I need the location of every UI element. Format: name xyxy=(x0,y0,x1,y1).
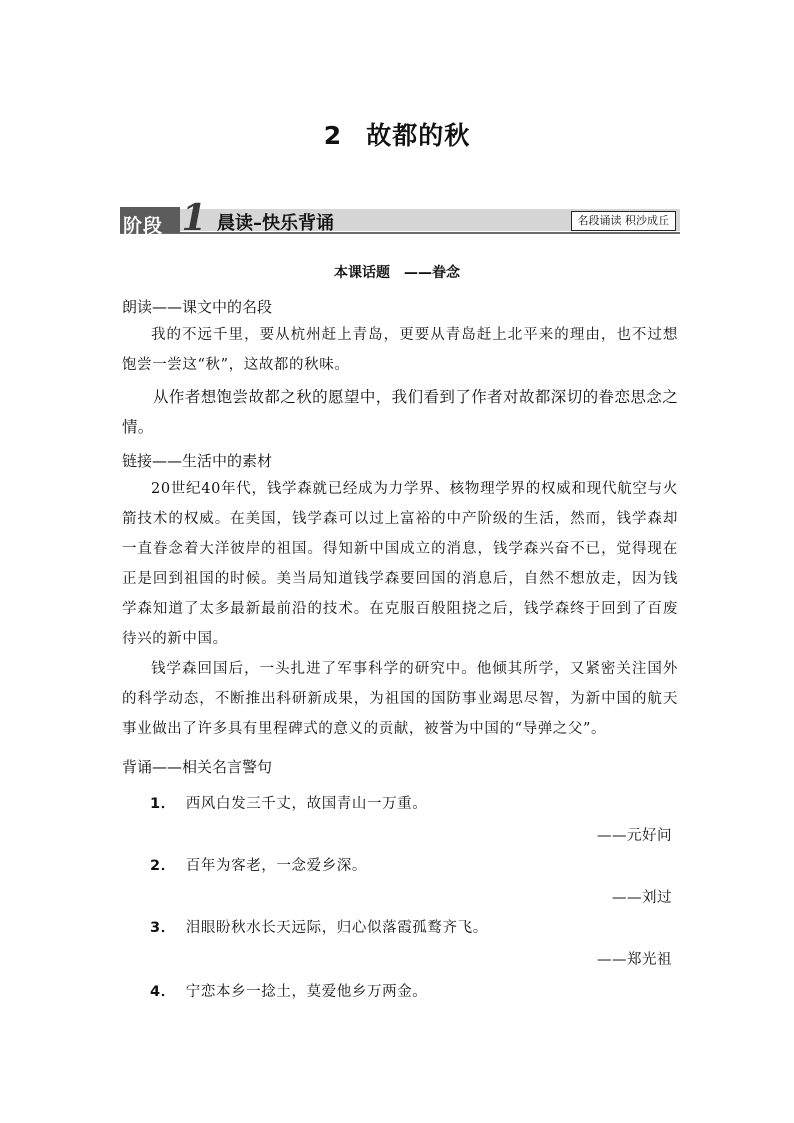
quote-text: 泪眼盼秋水长天远际，归心似落霞孤鹜齐飞。 xyxy=(185,920,488,936)
lesson-number: 2 xyxy=(323,121,343,150)
section-heading-recite: 背诵——相关名言警句 xyxy=(122,758,273,776)
lesson-title: 故都的秋 xyxy=(366,121,471,150)
link-paragraph-2: 钱学森回国后，一头扎进了军事科学的研究中。他倾其所学，又紧密关注国外的科学动态，不断推出科研新成果，为祖国的国防事业竭思尽智，为新中国的航天事业做出了许多具有里程碑式的意义的贡献，被誉为中国的“导弹之父”。 xyxy=(122,661,678,737)
quote-text: 百年为客老，一念爱乡深。 xyxy=(185,858,367,874)
stage-title: 晨读–快乐背诵 xyxy=(217,213,334,234)
stage-label: 阶段 xyxy=(123,215,164,237)
stage-motto: 名段诵读 积沙成丘 xyxy=(571,211,677,231)
reading-commentary: 从作者想饱尝故都之秋的愿望中，我们看到了作者对故都深切的眷恋思念之情。 xyxy=(122,388,678,436)
stage-banner xyxy=(120,197,680,239)
quote-item xyxy=(150,792,427,813)
stage-box xyxy=(120,207,180,237)
quote-number: 2． xyxy=(150,858,176,874)
section-heading-link: 链接——生活中的素材 xyxy=(122,452,273,470)
quote-author: ——郑光祖 xyxy=(597,952,672,968)
stage-number: 1 xyxy=(181,197,207,239)
quote-text: 宁恋本乡一捻土，莫爱他乡万两金。 xyxy=(185,984,428,1000)
reading-paragraph: 我的不远千里，要从杭州赶上青岛，更要从青岛赶上北平来的理由，也不过想饱尝一尝这“秋”，这故都的秋味。 xyxy=(122,327,678,373)
quote-item xyxy=(150,854,367,875)
quote-number: 3． xyxy=(150,920,176,936)
quote-item xyxy=(150,916,488,937)
link-paragraph-1: 20世纪40年代，钱学森就已经成为力学界、核物理学界的权威和现代航空与火箭技术的权威。在美国，钱学森可以过上富裕的中产阶级的生活，然而，钱学森却一直眷念着大洋彼岸的祖国。得知新中国成立的消息，钱学森兴奋不已，觉得现在正是回到祖国的时候。美当局知道钱学森要回国的消息后，自然不想放走，因为钱学森知道了太多最新最前沿的技术。在克服百般阻挠之后，钱学森终于回到了百废待兴的新中国。 xyxy=(122,481,678,647)
quote-number: 4． xyxy=(150,984,176,1000)
quote-author: ——元好问 xyxy=(597,828,672,844)
quote-author: ——刘过 xyxy=(612,890,672,906)
section-heading-reading: 朗读——课文中的名段 xyxy=(122,298,273,316)
lesson-topic: 本课话题 ——眷念 xyxy=(334,265,460,281)
quote-item xyxy=(150,980,427,1001)
quote-number: 1． xyxy=(150,796,176,812)
page-title xyxy=(0,116,794,152)
quote-text: 西风白发三千丈，故国青山一万重。 xyxy=(185,796,428,812)
